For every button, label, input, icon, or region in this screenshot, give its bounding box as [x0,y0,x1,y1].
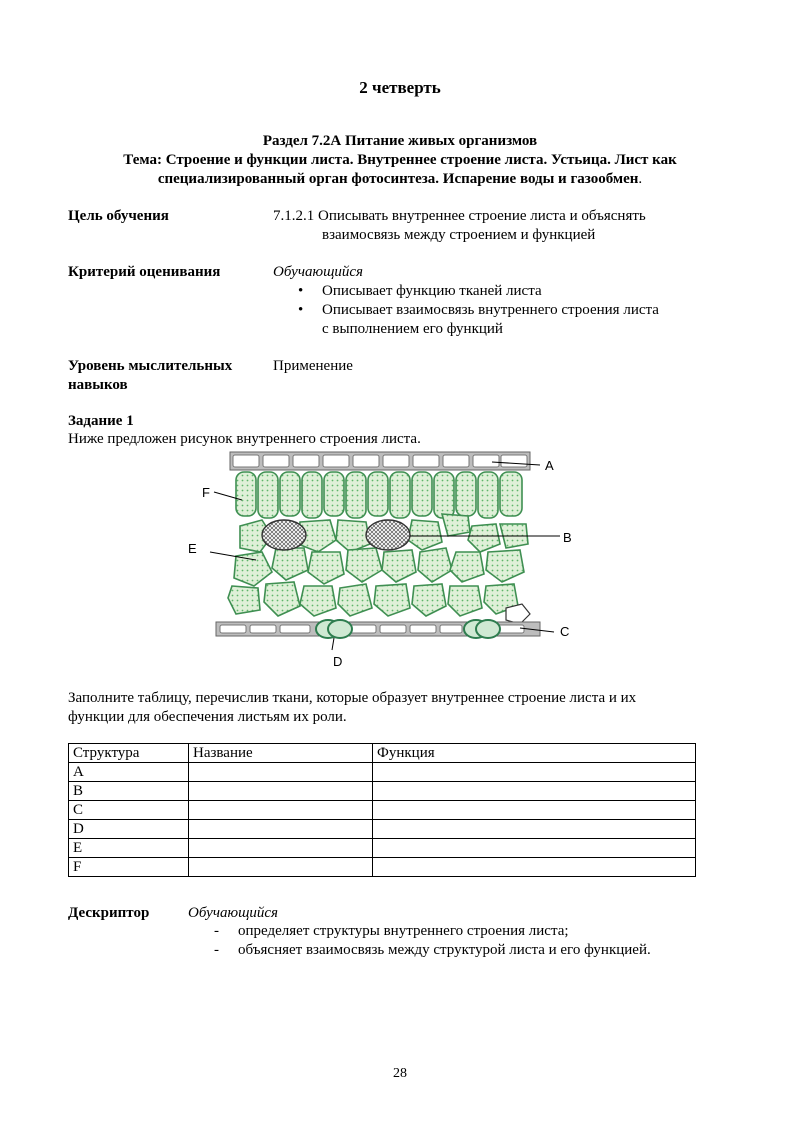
figure-label-c: C [560,624,570,639]
descriptor-dash-2: - [214,942,219,958]
cell-name-input[interactable] [189,763,373,782]
air-space [506,604,530,624]
descriptor-item-1: определяет структуры внутреннего строения листа; [238,923,569,939]
cell-function-input[interactable] [373,763,696,782]
thinking-label-2: навыков [68,377,128,393]
criteria-bullet-1: Описывает функцию тканей листа [322,283,542,299]
figure-label-a: A [545,458,554,473]
header-name: Название [189,744,373,763]
quarter-title: 2 четверть [359,78,441,97]
figure-label-e: E [188,541,197,556]
task-intro: Ниже предложен рисунок внутреннего строения листа. [68,431,421,447]
header-function: Функция [373,744,696,763]
figure-label-f: F [202,485,210,500]
table-header-row [69,744,696,763]
cell-structure: C [69,801,189,820]
table-row [69,801,696,820]
topic-period: . [638,171,643,187]
task-instruction-1: Заполните таблицу, перечислив ткани, которые образует внутреннее строение листа и их [68,690,637,706]
cell-name-input[interactable] [189,839,373,858]
criteria-bullet-2-mark: • [298,302,304,318]
descriptor-subject: Обучающийся [188,905,279,921]
figure-label-b: B [563,530,572,545]
task-instruction-2: функции для обеспечения листьям их роли. [68,709,347,725]
page-number: 28 [393,1066,407,1081]
criteria-bullet-2-line-1: Описывает взаимосвязь внутреннего строения листа [322,302,659,318]
criteria-bullet-1-mark: • [298,283,304,299]
criteria-subject: Обучающийся [273,264,364,280]
cell-name-input[interactable] [189,801,373,820]
descriptor-item-2: объясняет взаимосвязь между структурой листа и его функцией. [238,942,651,958]
cell-structure: B [69,782,189,801]
cell-function-input[interactable] [373,782,696,801]
cell-function-input[interactable] [373,839,696,858]
cell-structure: A [69,763,189,782]
descriptor-dash-1: - [214,923,219,939]
header-structure: Структура [69,744,189,763]
descriptor-label: Дескриптор [68,905,150,921]
upper-epidermis [230,452,530,470]
cell-name-input[interactable] [189,782,373,801]
answer-table [68,743,696,877]
leaf-cross-section-diagram [180,448,600,674]
cell-name-input[interactable] [189,858,373,877]
table-row [69,782,696,801]
cell-structure: D [69,820,189,839]
section-heading: Раздел 7.2А Питание живых организмов [262,133,538,149]
cell-name-input[interactable] [189,820,373,839]
cell-function-input[interactable] [373,858,696,877]
topic-line-2 [0,171,800,188]
topic-line-1: Тема: Строение и функции листа. Внутреннее строение листа. Устьица. Лист как [123,152,677,168]
thinking-value: Применение [273,358,353,374]
goal-text-1: 7.1.2.1 Описывать внутреннее строение листа и объяснять [273,208,646,224]
thinking-label-1: Уровень мыслительных [68,358,233,374]
criteria-label: Критерий оценивания [68,264,221,280]
table-row [69,839,696,858]
criteria-bullet-2-line-2: с выполнением его функций [322,321,503,337]
palisade-layer [236,472,522,518]
cell-structure: F [69,858,189,877]
table-row [69,763,696,782]
cell-function-input[interactable] [373,801,696,820]
table-row [69,858,696,877]
goal-label: Цель обучения [68,208,169,224]
goal-text-2: взаимосвязь между строением и функцией [322,227,596,243]
table-row [69,820,696,839]
topic-line-2-text: специализированный орган фотосинтеза. Испарение воды и газообмен [157,171,639,187]
task-title: Задание 1 [68,413,134,429]
cell-function-input[interactable] [373,820,696,839]
figure-label-d: D [333,654,343,669]
cell-structure: E [69,839,189,858]
